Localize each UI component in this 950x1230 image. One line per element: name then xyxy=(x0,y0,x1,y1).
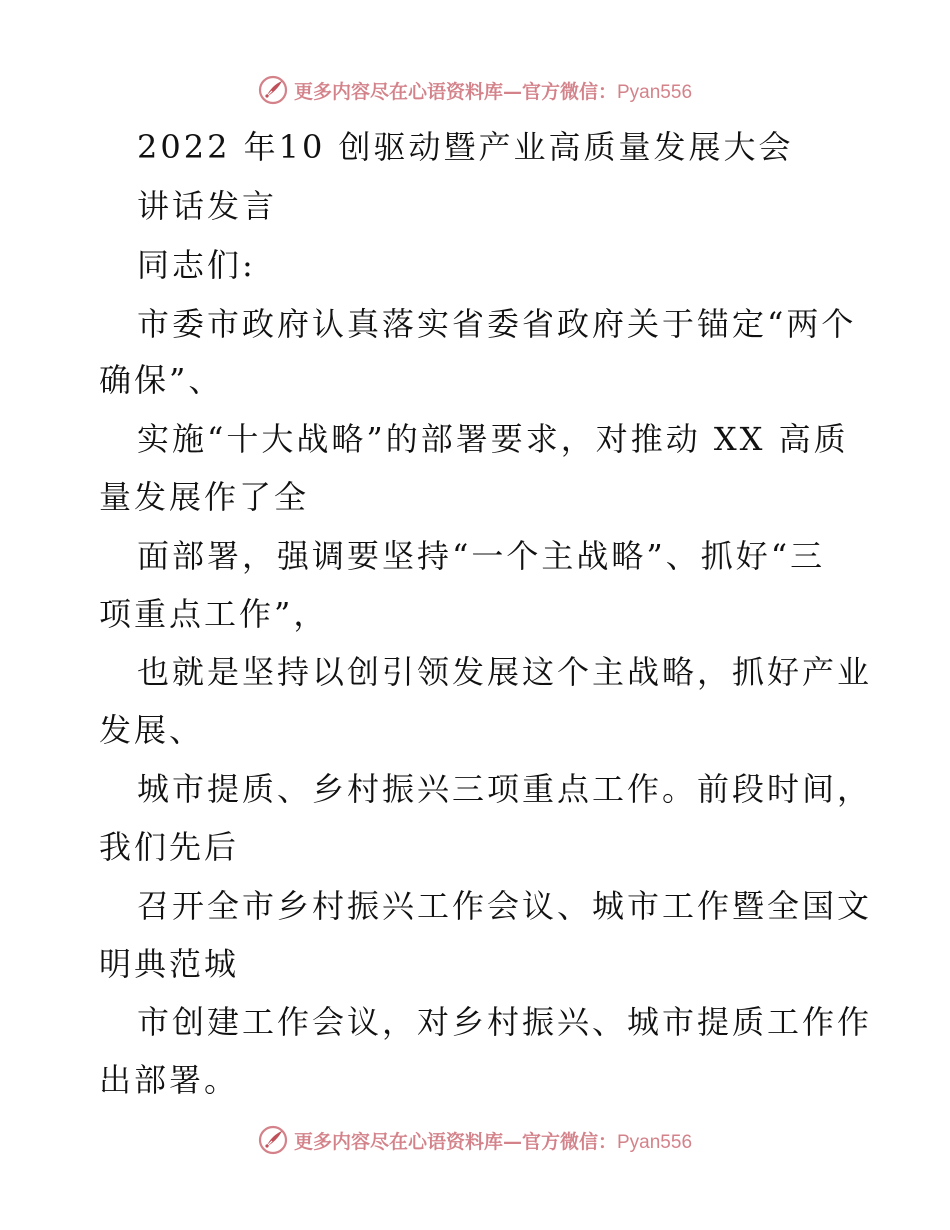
paragraph-line: 出部署。 xyxy=(99,1061,240,1099)
paragraph-line: 市创建工作会议，对乡村振兴、城市提质工作作 xyxy=(137,1003,873,1041)
paragraph-line: 明典范城 xyxy=(99,945,240,983)
paragraph-line: 市委市政府认真落实省委省政府关于锚定“两个 xyxy=(137,305,857,343)
watermark-wechat-id: Pyan556 xyxy=(617,81,693,103)
paragraph-line: 城市提质、乡村振兴三项重点工作。前段时间， xyxy=(137,770,873,808)
paragraph-line: 量发展作了全 xyxy=(99,478,310,516)
document-subtitle: 讲话发言 xyxy=(137,187,278,225)
watermark-text: 更多内容尽在心语资料库—官方微信：Pyan556 xyxy=(293,1130,693,1153)
paragraph-line: 面部署，强调要坚持“一个主战略”、抓好“三 xyxy=(137,537,826,575)
watermark-text: 更多内容尽在心语资料库—官方微信：Pyan556 xyxy=(293,80,693,103)
paragraph-line: 也就是坚持以创引领发展这个主战略，抓好产业 xyxy=(137,653,873,691)
paragraph-line: 发展、 xyxy=(99,711,205,749)
watermark-wechat-id: Pyan556 xyxy=(617,1131,693,1153)
paragraph-line: 我们先后 xyxy=(99,828,240,866)
paragraph-line: 召开全市乡村振兴工作会议、城市工作暨全国文 xyxy=(137,887,873,925)
paragraph-line: 项重点工作”， xyxy=(99,595,329,633)
paragraph-line: 实施“十大战略”的部署要求，对推动 XX 高质 xyxy=(137,420,849,458)
salutation: 同志们: xyxy=(137,246,256,284)
footer-watermark xyxy=(0,1120,950,1160)
paragraph-line: 确保”、 xyxy=(99,361,224,399)
quill-logo-icon xyxy=(258,1125,288,1155)
document-title: 2022 年10 创驱动暨产业高质量发展大会 xyxy=(137,128,794,166)
